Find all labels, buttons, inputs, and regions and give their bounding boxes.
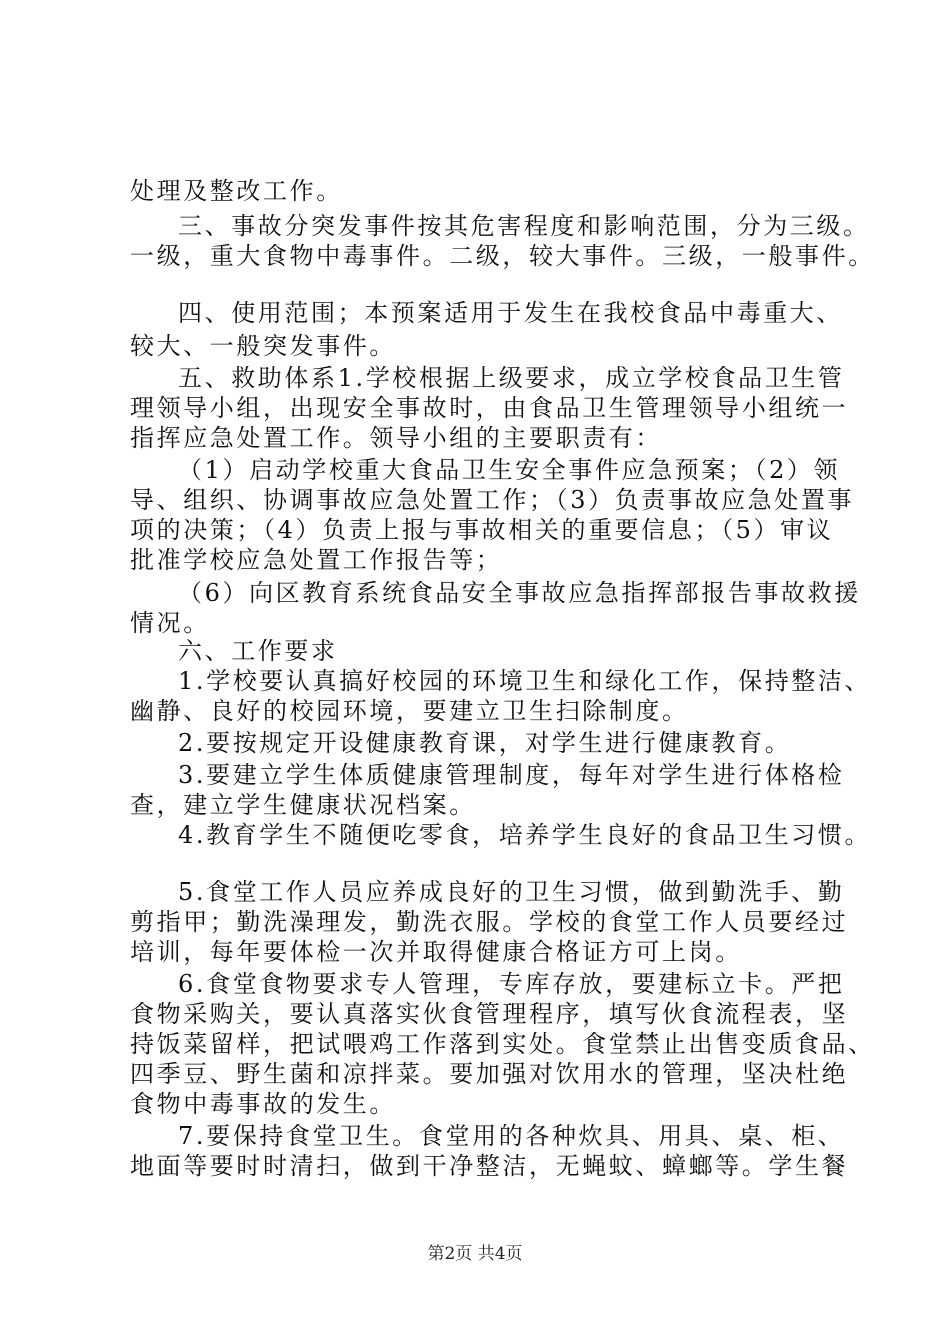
text-line: 三、事故分突发事件按其危害程度和影响范围，分为三级。 [178, 212, 870, 240]
text-line: 2.要按规定开设健康教育课，对学生进行健康教育。 [178, 729, 792, 757]
text-line: 幽静、良好的校园环境，要建立卫生扫除制度。 [130, 697, 689, 725]
text-line: 6.食堂食物要求专人管理，专库存放，要建标立卡。严把 [178, 970, 845, 998]
text-line: 4.教育学生不随便吃零食，培养学生良好的食品卫生习惯。 [178, 821, 872, 849]
text-line: 一级，重大食物中毒事件。二级，较大事件。三级，一般事件。 [130, 242, 875, 270]
text-line: 指挥应急处置工作。领导小组的主要职责有： [130, 424, 662, 452]
text-line: 情况。 [130, 609, 210, 637]
text-line: 3.要建立学生体质健康管理制度，每年对学生进行体格检 [178, 761, 845, 789]
section-heading: 六、工作要求 [178, 637, 338, 665]
text-line: （6）向区教育系统食品安全事故应急指挥部报告事故救援 [178, 579, 861, 607]
text-line: 处理及整改工作。 [130, 177, 343, 205]
text-line: 培训，每年要体检一次并取得健康合格证方可上岗。 [130, 938, 742, 966]
text-line: 食物中毒事故的发生。 [130, 1090, 396, 1118]
text-line: 较大、一般突发事件。 [130, 332, 396, 360]
text-line: 剪指甲；勤洗澡理发，勤洗衣服。学校的食堂工作人员要经过 [130, 908, 849, 936]
text-line: 批准学校应急处置工作报告等； [130, 546, 503, 574]
text-line: 项的决策；（4）负责上报与事故相关的重要信息；（5）审议 [130, 516, 834, 544]
text-line: 食物采购关，要认真落实伙食管理程序，填写伙食流程表，坚 [130, 1000, 849, 1028]
text-line: 1.学校要认真搞好校园的环境卫生和绿化工作，保持整洁、 [178, 667, 872, 695]
text-line: 查，建立学生健康状况档案。 [130, 791, 476, 819]
page-number-footer: 第2页 共4页 [427, 1244, 523, 1264]
text-line: 四季豆、野生菌和凉拌菜。要加强对饮用水的管理，坚决杜绝 [130, 1060, 849, 1088]
text-line: 导、组织、协调事故应急处置工作；（3）负责事故应急处置事 [130, 486, 855, 514]
text-line: 地面等要时时清扫，做到干净整洁，无蝇蚊、蟑螂等。学生餐 [130, 1152, 849, 1180]
text-line: 四、使用范围；本预案适用于发生在我校食品中毒重大、 [178, 299, 843, 327]
text-line: （1）启动学校重大食品卫生安全事件应急预案；（2）领 [178, 456, 841, 484]
text-line: 持饭菜留样，把试喂鸡工作落到实处。食堂禁止出售变质食品、 [130, 1030, 875, 1058]
text-line: 理领导小组，出现安全事故时，由食品卫生管理领导小组统一 [130, 394, 849, 422]
text-line: 7.要保持食堂卫生。食堂用的各种炊具、用具、桌、柜、 [178, 1122, 845, 1150]
text-line: 五、救助体系1.学校根据上级要求，成立学校食品卫生管 [178, 364, 845, 392]
text-line: 5.食堂工作人员应养成良好的卫生习惯，做到勤洗手、勤 [178, 878, 845, 906]
